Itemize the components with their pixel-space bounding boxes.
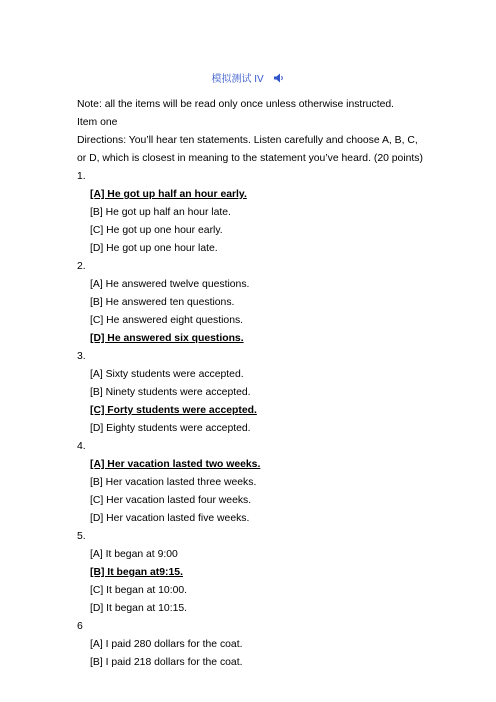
question-number: 2. [77, 261, 86, 272]
answer-option: [B] He answered ten questions. [90, 297, 235, 308]
answer-option: [B] He got up half an hour late. [90, 207, 231, 218]
answer-option: [C] He got up one hour early. [90, 225, 223, 236]
answer-option: [C] He answered eight questions. [90, 315, 244, 326]
question-number: 3. [77, 351, 86, 362]
correct-answer-option: [D] He answered six questions. [90, 333, 244, 344]
page-title: 模拟测试 IV [211, 74, 264, 85]
answer-option: [A] He answered twelve questions. [90, 279, 250, 290]
answer-option: [A] It began at 9:00 [90, 549, 178, 560]
answer-option: [B] Ninety students were accepted. [90, 387, 251, 398]
title-row [0, 70, 496, 85]
answer-option: [D] It began at 10:15. [90, 603, 188, 614]
answer-option: [A] I paid 280 dollars for the coat. [90, 639, 243, 650]
answer-option: [D] Her vacation lasted five weeks. [90, 513, 250, 524]
answer-option: [B] Her vacation lasted three weeks. [90, 477, 257, 488]
question-number: 1. [77, 171, 86, 182]
answer-option: [C] It began at 10:00. [90, 585, 188, 596]
note-text: Note: all the items will be read only once unless otherwise instructed. [77, 99, 395, 110]
directions-text: Directions: You’ll hear ten statements. Listen carefully and choose A, B, C, or D, which is closest in meaning to the statement you’ve heard. (20 points) [77, 135, 423, 164]
correct-answer-option: [C] Forty students were accepted. [90, 405, 257, 416]
correct-answer-option: [A] He got up half an hour early. [90, 189, 247, 200]
answer-option: [B] I paid 218 dollars for the coat. [90, 657, 243, 668]
question-number: 4. [77, 441, 86, 452]
question-number: 6 [77, 621, 83, 632]
answer-option: [A] Sixty students were accepted. [90, 369, 244, 380]
item-heading: Item one [77, 117, 118, 128]
document-body [77, 96, 427, 672]
correct-answer-option: [A] Her vacation lasted two weeks. [90, 459, 261, 470]
answer-option: [D] He got up one hour late. [90, 243, 218, 254]
answer-option: [D] Eighty students were accepted. [90, 423, 251, 434]
correct-answer-option: [B] It began at9:15. [90, 567, 183, 578]
question-list [77, 168, 427, 672]
speaker-icon[interactable] [273, 72, 285, 84]
question-number: 5. [77, 531, 86, 542]
answer-option: [C] Her vacation lasted four weeks. [90, 495, 252, 506]
